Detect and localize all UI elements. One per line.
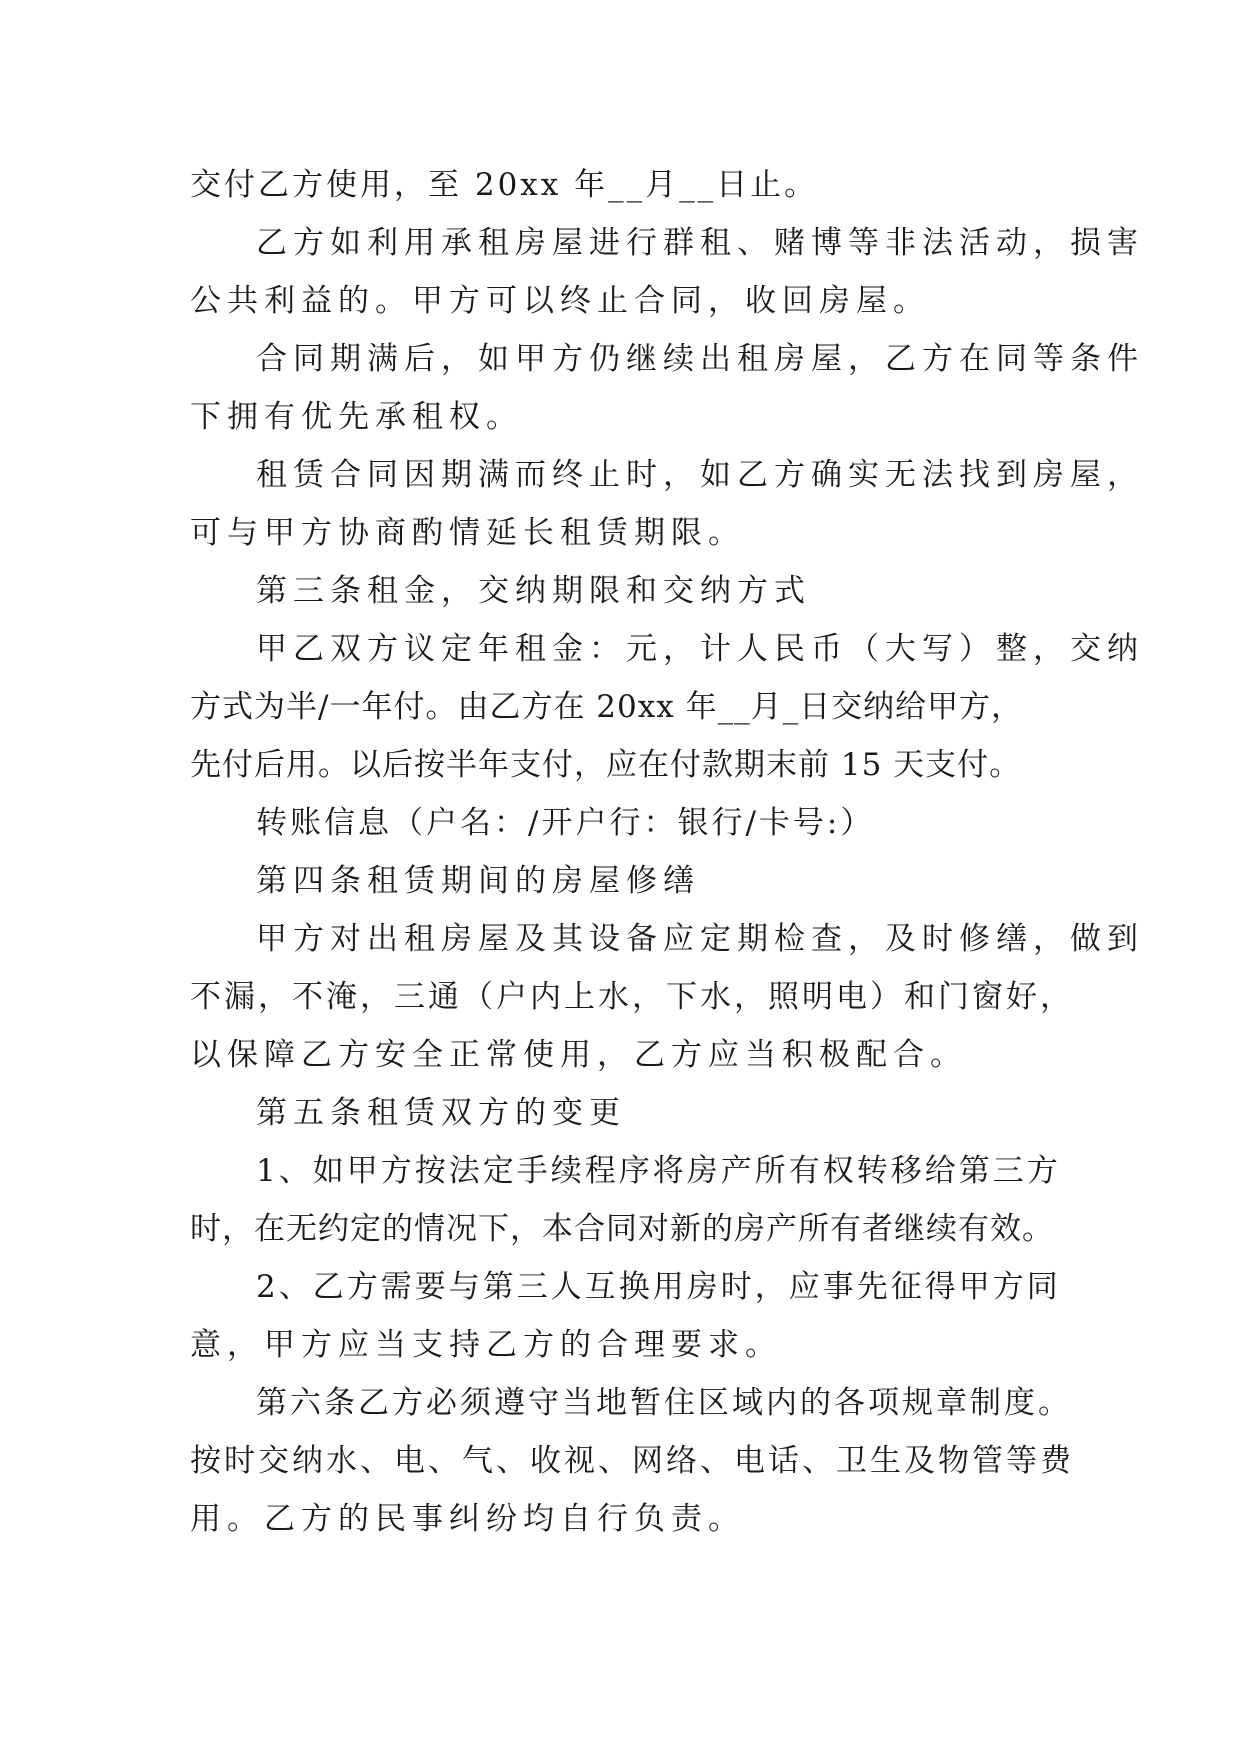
paragraph	[190, 910, 1144, 1084]
text-line: 合同期满后，如甲方仍继续出租房屋，乙方在同等条件	[256, 341, 1144, 377]
paragraph	[190, 1258, 1061, 1374]
text-line: 交付乙方使用，至 20xx 年__月__日止。	[190, 167, 819, 203]
text-line: 用。乙方的民事纠纷均自行负责。	[190, 1501, 745, 1537]
text-line: 以保障乙方安全正常使用，乙方应当积极配合。	[190, 1037, 967, 1073]
section-heading	[190, 1084, 1050, 1142]
text-line: 方式为半/一年付。由乙方在 20xx 年__月_日交纳给甲方，	[190, 689, 1024, 725]
paragraph	[190, 794, 1050, 852]
text-line: 按时交纳水、电、气、收视、网络、电话、卫生及物管等费	[190, 1443, 1074, 1479]
text-line: 2、乙方需要与第三人互换用房时，应事先征得甲方同	[256, 1269, 1061, 1305]
section-heading	[190, 562, 1050, 620]
text-line: 甲方对出租房屋及其设备应定期检查，及时修缮，做到	[256, 921, 1144, 957]
text-line: 公共利益的。甲方可以终止合同，收回房屋。	[190, 283, 930, 319]
text-line: 意，甲方应当支持乙方的合理要求。	[190, 1327, 782, 1363]
text-line: 第三条租金，交纳期限和交纳方式	[256, 573, 811, 609]
text-line: 第五条租赁双方的变更	[256, 1095, 626, 1131]
text-line: 可与甲方协商酌情延长租赁期限。	[190, 515, 745, 551]
text-line: 甲乙双方议定年租金：元，计人民币（大写）整，交纳	[256, 631, 1144, 667]
document-body	[190, 156, 1144, 1548]
text-line: 1、如甲方按法定手续程序将房产所有权转移给第三方	[256, 1153, 1061, 1189]
text-line: 不漏，不淹，三通（户内上水，下水，照明电）和门窗好，	[190, 979, 1074, 1015]
paragraph	[190, 620, 1144, 794]
paragraph	[190, 446, 1144, 562]
paragraph	[190, 156, 1050, 214]
text-line: 租赁合同因期满而终止时，如乙方确实无法找到房屋，	[256, 457, 1144, 493]
paragraph	[190, 1374, 1074, 1548]
text-line: 第六条乙方必须遵守当地暂住区域内的各项规章制度。	[256, 1385, 1072, 1421]
paragraph	[190, 214, 1144, 330]
section-heading	[190, 852, 1050, 910]
text-line: 先付后用。以后按半年支付，应在付款期末前 15 天支付。	[190, 747, 1022, 783]
text-line: 第四条租赁期间的房屋修缮	[256, 863, 700, 899]
text-line: 转账信息（户名：/开户行：银行/卡号:）	[256, 805, 875, 841]
text-line: 乙方如利用承租房屋进行群租、赌博等非法活动，损害	[256, 225, 1144, 261]
text-line: 下拥有优先承租权。	[190, 399, 523, 435]
paragraph	[190, 330, 1144, 446]
paragraph	[190, 1142, 1061, 1258]
text-line: 时，在无约定的情况下，本合同对新的房产所有者继续有效。	[190, 1211, 1054, 1247]
